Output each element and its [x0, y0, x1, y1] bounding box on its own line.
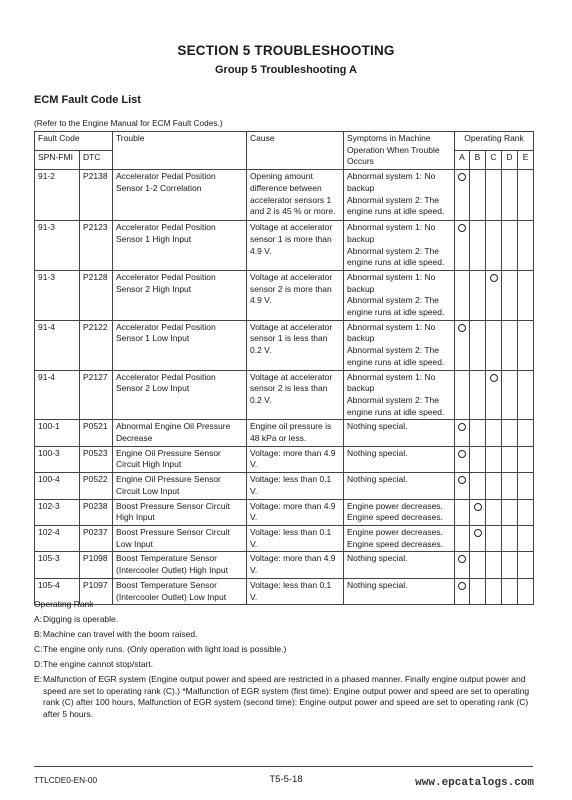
- cell-cause: Engine oil pressure is 48 kPa or less.: [247, 420, 344, 446]
- cell-rank-c: [486, 170, 502, 221]
- cell-trouble: Abnormal Engine Oil Pressure Decrease: [113, 420, 247, 446]
- header-operating-rank: Operating Rank: [455, 132, 534, 151]
- rank-item-e: [34, 674, 536, 721]
- header-symptoms: Symptoms in Machine Operation When Trouble Occurs: [344, 132, 455, 170]
- rank-marker-icon: [458, 423, 466, 431]
- cell-cause: Voltage at accelerator sensor 1 is less than 0.2 V.: [247, 320, 344, 370]
- cell-spn-fmi: 91-4: [35, 320, 80, 370]
- rank-marker-icon: [490, 274, 498, 282]
- cell-rank-d: [502, 552, 518, 578]
- table-row: [35, 420, 534, 446]
- cell-rank-b: [470, 370, 486, 420]
- header-rank-a: A: [455, 151, 470, 170]
- cell-rank-c: [486, 552, 502, 578]
- rank-marker-icon: [458, 324, 466, 332]
- watermark-url: www.epcatalogs.com: [415, 777, 534, 789]
- rank-marker-icon: [474, 529, 482, 537]
- cell-spn-fmi: 102-4: [35, 525, 80, 551]
- cell-rank-e: [518, 221, 534, 271]
- rank-marker-icon: [458, 582, 466, 590]
- cell-spn-fmi: 91-2: [35, 170, 80, 221]
- table-row: [35, 270, 534, 320]
- cell-rank-e: [518, 370, 534, 420]
- cell-rank-e: [518, 320, 534, 370]
- cell-rank-e: [518, 499, 534, 525]
- cell-symptoms: Nothing special.: [344, 446, 455, 472]
- cell-symptoms: Engine power decreases. Engine speed decreases.: [344, 499, 455, 525]
- cell-trouble: Boost Temperature Sensor (Intercooler Outlet) Low Input: [113, 578, 247, 604]
- cell-dtc: P2138: [80, 170, 113, 221]
- table-row: [35, 473, 534, 499]
- list-title: ECM Fault Code List: [34, 94, 141, 106]
- rank-marker-icon: [474, 503, 482, 511]
- header-fault-code: Fault Code: [35, 132, 113, 151]
- cell-rank-e: [518, 446, 534, 472]
- cell-cause: Voltage at accelerator sensor 1 is more than 4.9 V.: [247, 221, 344, 271]
- cell-dtc: P1098: [80, 552, 113, 578]
- operating-rank-legend: [34, 599, 536, 724]
- cell-rank-e: [518, 170, 534, 221]
- document-code: TTLCDE0-EN-00: [34, 775, 98, 785]
- rank-item-a: [34, 614, 536, 626]
- page-number: T5-5-18: [269, 774, 303, 785]
- cell-rank-d: [502, 370, 518, 420]
- section-title: SECTION 5 TROUBLESHOOTING: [177, 43, 395, 58]
- cell-rank-d: [502, 473, 518, 499]
- table-row: [35, 446, 534, 472]
- cell-rank-b: [470, 170, 486, 221]
- table-row: [35, 552, 534, 578]
- cell-rank-d: [502, 170, 518, 221]
- header-rank-e: E: [518, 151, 534, 170]
- header-trouble: Trouble: [113, 132, 247, 170]
- cell-trouble: Boost Temperature Sensor (Intercooler Outlet) High Input: [113, 552, 247, 578]
- rank-text: Malfunction of EGR system (Engine output power and speed are restricted in a phased manner. Finally engine output power and speed are set to operating rank (C).) *Malfunction of EGR system (first time): Engine output power and speed are set to operating rank (C) after 100 hours, Malfunction of EGR system (second time): Engine output power and speed are set to operating rank (C) after 5 hours.: [43, 673, 530, 720]
- cell-symptoms: Engine power decreases. Engine speed decreases.: [344, 525, 455, 551]
- cell-rank-b: [470, 552, 486, 578]
- cell-spn-fmi: 105-3: [35, 552, 80, 578]
- cell-rank-a: [455, 370, 470, 420]
- cell-rank-e: [518, 270, 534, 320]
- rank-marker-icon: [458, 555, 466, 563]
- cell-cause: Voltage: less than 0.1 V.: [247, 578, 344, 604]
- rank-key: E:: [34, 673, 43, 684]
- cell-spn-fmi: 100-1: [35, 420, 80, 446]
- rank-key: B:: [34, 628, 43, 639]
- cell-dtc: P0523: [80, 446, 113, 472]
- cell-rank-d: [502, 420, 518, 446]
- cell-rank-c: [486, 270, 502, 320]
- cell-spn-fmi: 105-4: [35, 578, 80, 604]
- cell-cause: Voltage: more than 4.9 V.: [247, 552, 344, 578]
- cell-rank-a: [455, 446, 470, 472]
- operating-rank-heading: Operating Rank: [34, 599, 94, 609]
- cell-rank-c: [486, 473, 502, 499]
- cell-rank-a: [455, 420, 470, 446]
- cell-dtc: P0521: [80, 420, 113, 446]
- cell-trouble: Accelerator Pedal Position Sensor 1 Low Input: [113, 320, 247, 370]
- cell-rank-d: [502, 320, 518, 370]
- header-rank-b: B: [470, 151, 486, 170]
- fault-rows: [35, 170, 534, 605]
- table-row: [35, 320, 534, 370]
- cell-rank-d: [502, 446, 518, 472]
- cell-rank-c: [486, 525, 502, 551]
- cell-rank-c: [486, 420, 502, 446]
- cell-trouble: Accelerator Pedal Position Sensor 2 Low Input: [113, 370, 247, 420]
- cell-cause: Voltage: more than 4.9 V.: [247, 446, 344, 472]
- cell-rank-b: [470, 525, 486, 551]
- cell-symptoms: Abnormal system 1: No backup Abnormal system 2: The engine runs at idle speed.: [344, 221, 455, 271]
- cell-rank-b: [470, 420, 486, 446]
- cell-symptoms: Abnormal system 1: No backup Abnormal system 2: The engine runs at idle speed.: [344, 320, 455, 370]
- cell-rank-c: [486, 320, 502, 370]
- table-row: [35, 525, 534, 551]
- cell-rank-b: [470, 499, 486, 525]
- rank-marker-icon: [490, 374, 498, 382]
- rank-key: C:: [34, 643, 43, 654]
- cell-rank-a: [455, 170, 470, 221]
- group-title: Group 5 Troubleshooting A: [215, 64, 357, 76]
- cell-rank-e: [518, 420, 534, 446]
- rank-marker-icon: [458, 450, 466, 458]
- cell-symptoms: Nothing special.: [344, 420, 455, 446]
- footer-divider: [34, 766, 533, 767]
- fault-code-table: [34, 131, 534, 605]
- cell-rank-c: [486, 370, 502, 420]
- cell-rank-b: [470, 270, 486, 320]
- cell-rank-c: [486, 499, 502, 525]
- cell-dtc: P2128: [80, 270, 113, 320]
- cell-rank-b: [470, 473, 486, 499]
- cell-dtc: P2122: [80, 320, 113, 370]
- cell-cause: Voltage: more than 4.9 V.: [247, 499, 344, 525]
- rank-item-c: [34, 644, 536, 656]
- cell-trouble: Accelerator Pedal Position Sensor 1-2 Correlation: [113, 170, 247, 221]
- rank-marker-icon: [458, 224, 466, 232]
- cell-rank-d: [502, 221, 518, 271]
- cell-rank-c: [486, 446, 502, 472]
- cell-cause: Voltage at accelerator sensor 2 is less than 0.2 V.: [247, 370, 344, 420]
- cell-rank-a: [455, 473, 470, 499]
- cell-symptoms: Abnormal system 1: No backup Abnormal system 2: The engine runs at idle speed.: [344, 170, 455, 221]
- cell-trouble: Accelerator Pedal Position Sensor 2 High Input: [113, 270, 247, 320]
- rank-marker-icon: [458, 173, 466, 181]
- cell-spn-fmi: 91-4: [35, 370, 80, 420]
- rank-text: The engine only runs. (Only operation with light load is possible.): [43, 643, 287, 654]
- cell-dtc: P1097: [80, 578, 113, 604]
- cell-cause: Opening amount difference between accelerator sensors 1 and 2 is 45 % or more.: [247, 170, 344, 221]
- rank-text: Digging is operable.: [43, 613, 119, 624]
- table-row: [35, 370, 534, 420]
- cell-cause: Voltage at accelerator sensor 2 is more than 4.9 V.: [247, 270, 344, 320]
- header-cause: Cause: [247, 132, 344, 170]
- cell-trouble: Engine Oil Pressure Sensor Circuit High Input: [113, 446, 247, 472]
- cell-trouble: Accelerator Pedal Position Sensor 1 High Input: [113, 221, 247, 271]
- cell-dtc: P0522: [80, 473, 113, 499]
- cell-dtc: P0238: [80, 499, 113, 525]
- header-dtc: DTC: [80, 151, 113, 170]
- rank-item-b: [34, 629, 536, 641]
- cell-rank-a: [455, 270, 470, 320]
- cell-rank-a: [455, 221, 470, 271]
- reference-note: (Refer to the Engine Manual for ECM Fault Codes.): [34, 118, 223, 128]
- cell-rank-a: [455, 499, 470, 525]
- rank-key: D:: [34, 658, 43, 669]
- cell-dtc: P2127: [80, 370, 113, 420]
- cell-dtc: P0237: [80, 525, 113, 551]
- cell-rank-a: [455, 320, 470, 370]
- rank-item-d: [34, 659, 536, 671]
- cell-spn-fmi: 100-3: [35, 446, 80, 472]
- cell-rank-c: [486, 221, 502, 271]
- cell-dtc: P2123: [80, 221, 113, 271]
- header-rank-d: D: [502, 151, 518, 170]
- header-rank-c: C: [486, 151, 502, 170]
- cell-symptoms: Nothing special.: [344, 552, 455, 578]
- table-row: [35, 221, 534, 271]
- rank-text: Machine can travel with the boom raised.: [43, 628, 198, 639]
- cell-cause: Voltage: less than 0.1 V.: [247, 473, 344, 499]
- cell-rank-e: [518, 552, 534, 578]
- cell-symptoms: Abnormal system 1: No backup Abnormal system 2: The engine runs at idle speed.: [344, 370, 455, 420]
- cell-rank-b: [470, 446, 486, 472]
- cell-rank-a: [455, 552, 470, 578]
- cell-spn-fmi: 100-4: [35, 473, 80, 499]
- cell-symptoms: Nothing special.: [344, 473, 455, 499]
- cell-rank-a: [455, 525, 470, 551]
- cell-rank-b: [470, 221, 486, 271]
- rank-marker-icon: [458, 476, 466, 484]
- cell-spn-fmi: 91-3: [35, 270, 80, 320]
- rank-key: A:: [34, 613, 43, 624]
- cell-trouble: Boost Pressure Sensor Circuit Low Input: [113, 525, 247, 551]
- cell-spn-fmi: 102-3: [35, 499, 80, 525]
- header-row-top: [35, 132, 534, 151]
- cell-rank-e: [518, 525, 534, 551]
- cell-rank-e: [518, 473, 534, 499]
- cell-trouble: Boost Pressure Sensor Circuit High Input: [113, 499, 247, 525]
- cell-rank-d: [502, 525, 518, 551]
- cell-rank-d: [502, 270, 518, 320]
- cell-symptoms: Abnormal system 1: No backup Abnormal system 2: The engine runs at idle speed.: [344, 270, 455, 320]
- header-spn-fmi: SPN-FMI: [35, 151, 80, 170]
- cell-rank-d: [502, 499, 518, 525]
- cell-cause: Voltage: less than 0.1 V.: [247, 525, 344, 551]
- cell-trouble: Engine Oil Pressure Sensor Circuit Low Input: [113, 473, 247, 499]
- cell-symptoms: Nothing special.: [344, 578, 455, 604]
- cell-spn-fmi: 91-3: [35, 221, 80, 271]
- table-row: [35, 170, 534, 221]
- cell-rank-b: [470, 320, 486, 370]
- rank-text: The engine cannot stop/start.: [43, 658, 154, 669]
- table-row: [35, 499, 534, 525]
